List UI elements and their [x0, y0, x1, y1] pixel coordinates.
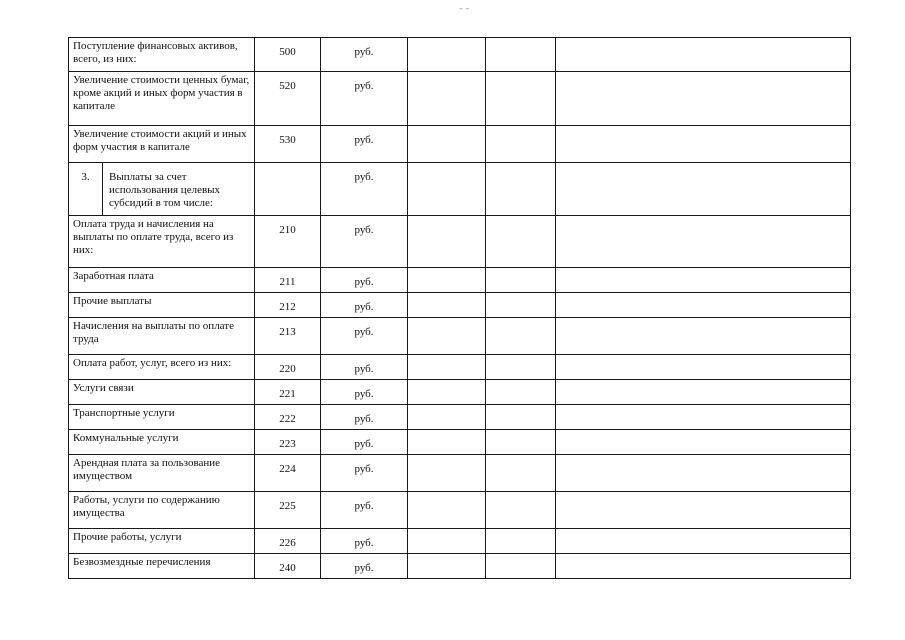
row-code: 530 [255, 126, 321, 163]
row-name: Увеличение стоимости акций и иных форм участия в капитале [69, 126, 255, 163]
value-cell-c [556, 293, 851, 318]
value-cell-c [556, 163, 851, 216]
row-unit: руб. [321, 126, 408, 163]
row-unit: руб. [321, 72, 408, 126]
value-cell-a [408, 72, 486, 126]
row-unit: руб. [321, 529, 408, 554]
value-cell-b [486, 38, 556, 72]
row-code: 500 [255, 38, 321, 72]
value-cell-a [408, 318, 486, 355]
table-row [69, 38, 851, 72]
row-name: Прочие выплаты [69, 293, 255, 318]
row-unit: руб. [321, 293, 408, 318]
row-code: 210 [255, 216, 321, 268]
value-cell-c [556, 430, 851, 455]
row-name: Заработная плата [69, 268, 255, 293]
value-cell-a [408, 38, 486, 72]
value-cell-a [408, 430, 486, 455]
value-cell-c [556, 38, 851, 72]
value-cell-a [408, 529, 486, 554]
row-code: 240 [255, 554, 321, 579]
value-cell-b [486, 216, 556, 268]
value-cell-a [408, 492, 486, 529]
table-row [69, 72, 851, 126]
row-unit: руб. [321, 318, 408, 355]
value-cell-a [408, 405, 486, 430]
table-row [69, 492, 851, 529]
value-cell-b [486, 163, 556, 216]
table-row [69, 293, 851, 318]
value-cell-a [408, 355, 486, 380]
row-unit: руб. [321, 455, 408, 492]
row-name: Оплата труда и начисления на выплаты по оплате труда, всего из них: [69, 216, 255, 268]
table-row [69, 268, 851, 293]
row-name: Работы, услуги по содержанию имущества [69, 492, 255, 529]
row-unit: руб. [321, 492, 408, 529]
row-code: 211 [255, 268, 321, 293]
value-cell-a [408, 216, 486, 268]
row-name: Арендная плата за пользование имуществом [69, 455, 255, 492]
table-row [69, 126, 851, 163]
section-number: 3. [69, 163, 103, 215]
table-row [69, 405, 851, 430]
row-name: Поступление финансовых активов, всего, из них: [69, 38, 255, 72]
table-row [69, 216, 851, 268]
row-code: 220 [255, 355, 321, 380]
budget-table [68, 37, 851, 579]
table-row [69, 355, 851, 380]
value-cell-a [408, 163, 486, 216]
row-name: Увеличение стоимости ценных бумаг, кроме акций и иных форм участия в капитале [69, 72, 255, 126]
row-name: Коммунальные услуги [69, 430, 255, 455]
table-row [69, 430, 851, 455]
table-row [69, 529, 851, 554]
row-name: Оплата работ, услуг, всего из них: [69, 355, 255, 380]
row-name: Безвозмездные перечисления [69, 554, 255, 579]
row-unit: руб. [321, 216, 408, 268]
value-cell-c [556, 72, 851, 126]
value-cell-b [486, 380, 556, 405]
row-unit: руб. [321, 380, 408, 405]
row-unit: руб. [321, 355, 408, 380]
page-header-mark: – – [459, 4, 470, 13]
value-cell-b [486, 355, 556, 380]
value-cell-a [408, 268, 486, 293]
value-cell-a [408, 293, 486, 318]
value-cell-b [486, 455, 556, 492]
row-unit: руб. [321, 405, 408, 430]
table-row [69, 554, 851, 579]
row-code: 221 [255, 380, 321, 405]
row-code [255, 163, 321, 216]
value-cell-b [486, 318, 556, 355]
row-unit: руб. [321, 554, 408, 579]
value-cell-b [486, 126, 556, 163]
row-code: 223 [255, 430, 321, 455]
value-cell-b [486, 268, 556, 293]
value-cell-c [556, 355, 851, 380]
table-row [69, 318, 851, 355]
row-unit: руб. [321, 268, 408, 293]
value-cell-c [556, 318, 851, 355]
row-code: 225 [255, 492, 321, 529]
value-cell-c [556, 405, 851, 430]
row-name: Услуги связи [69, 380, 255, 405]
value-cell-c [556, 268, 851, 293]
row-unit: руб. [321, 163, 408, 216]
table-row [69, 455, 851, 492]
value-cell-c [556, 554, 851, 579]
row-code: 520 [255, 72, 321, 126]
value-cell-b [486, 430, 556, 455]
row-unit: руб. [321, 430, 408, 455]
row-name: Транспортные услуги [69, 405, 255, 430]
value-cell-b [486, 72, 556, 126]
row-name: Прочие работы, услуги [69, 529, 255, 554]
table-row [69, 380, 851, 405]
row-code: 212 [255, 293, 321, 318]
value-cell-a [408, 554, 486, 579]
value-cell-b [486, 293, 556, 318]
value-cell-c [556, 216, 851, 268]
value-cell-c [556, 126, 851, 163]
section-cell [69, 163, 255, 216]
table-row [69, 163, 851, 216]
value-cell-a [408, 455, 486, 492]
value-cell-c [556, 380, 851, 405]
value-cell-a [408, 126, 486, 163]
value-cell-c [556, 492, 851, 529]
value-cell-a [408, 380, 486, 405]
value-cell-b [486, 529, 556, 554]
row-code: 213 [255, 318, 321, 355]
row-code: 226 [255, 529, 321, 554]
value-cell-c [556, 455, 851, 492]
value-cell-c [556, 529, 851, 554]
row-code: 224 [255, 455, 321, 492]
value-cell-b [486, 405, 556, 430]
value-cell-b [486, 554, 556, 579]
row-name: Начисления на выплаты по оплате труда [69, 318, 255, 355]
row-unit: руб. [321, 38, 408, 72]
value-cell-b [486, 492, 556, 529]
budget-table-body [69, 38, 851, 579]
row-code: 222 [255, 405, 321, 430]
row-name: Выплаты за счет использования целевых субсидий в том числе: [109, 171, 221, 209]
